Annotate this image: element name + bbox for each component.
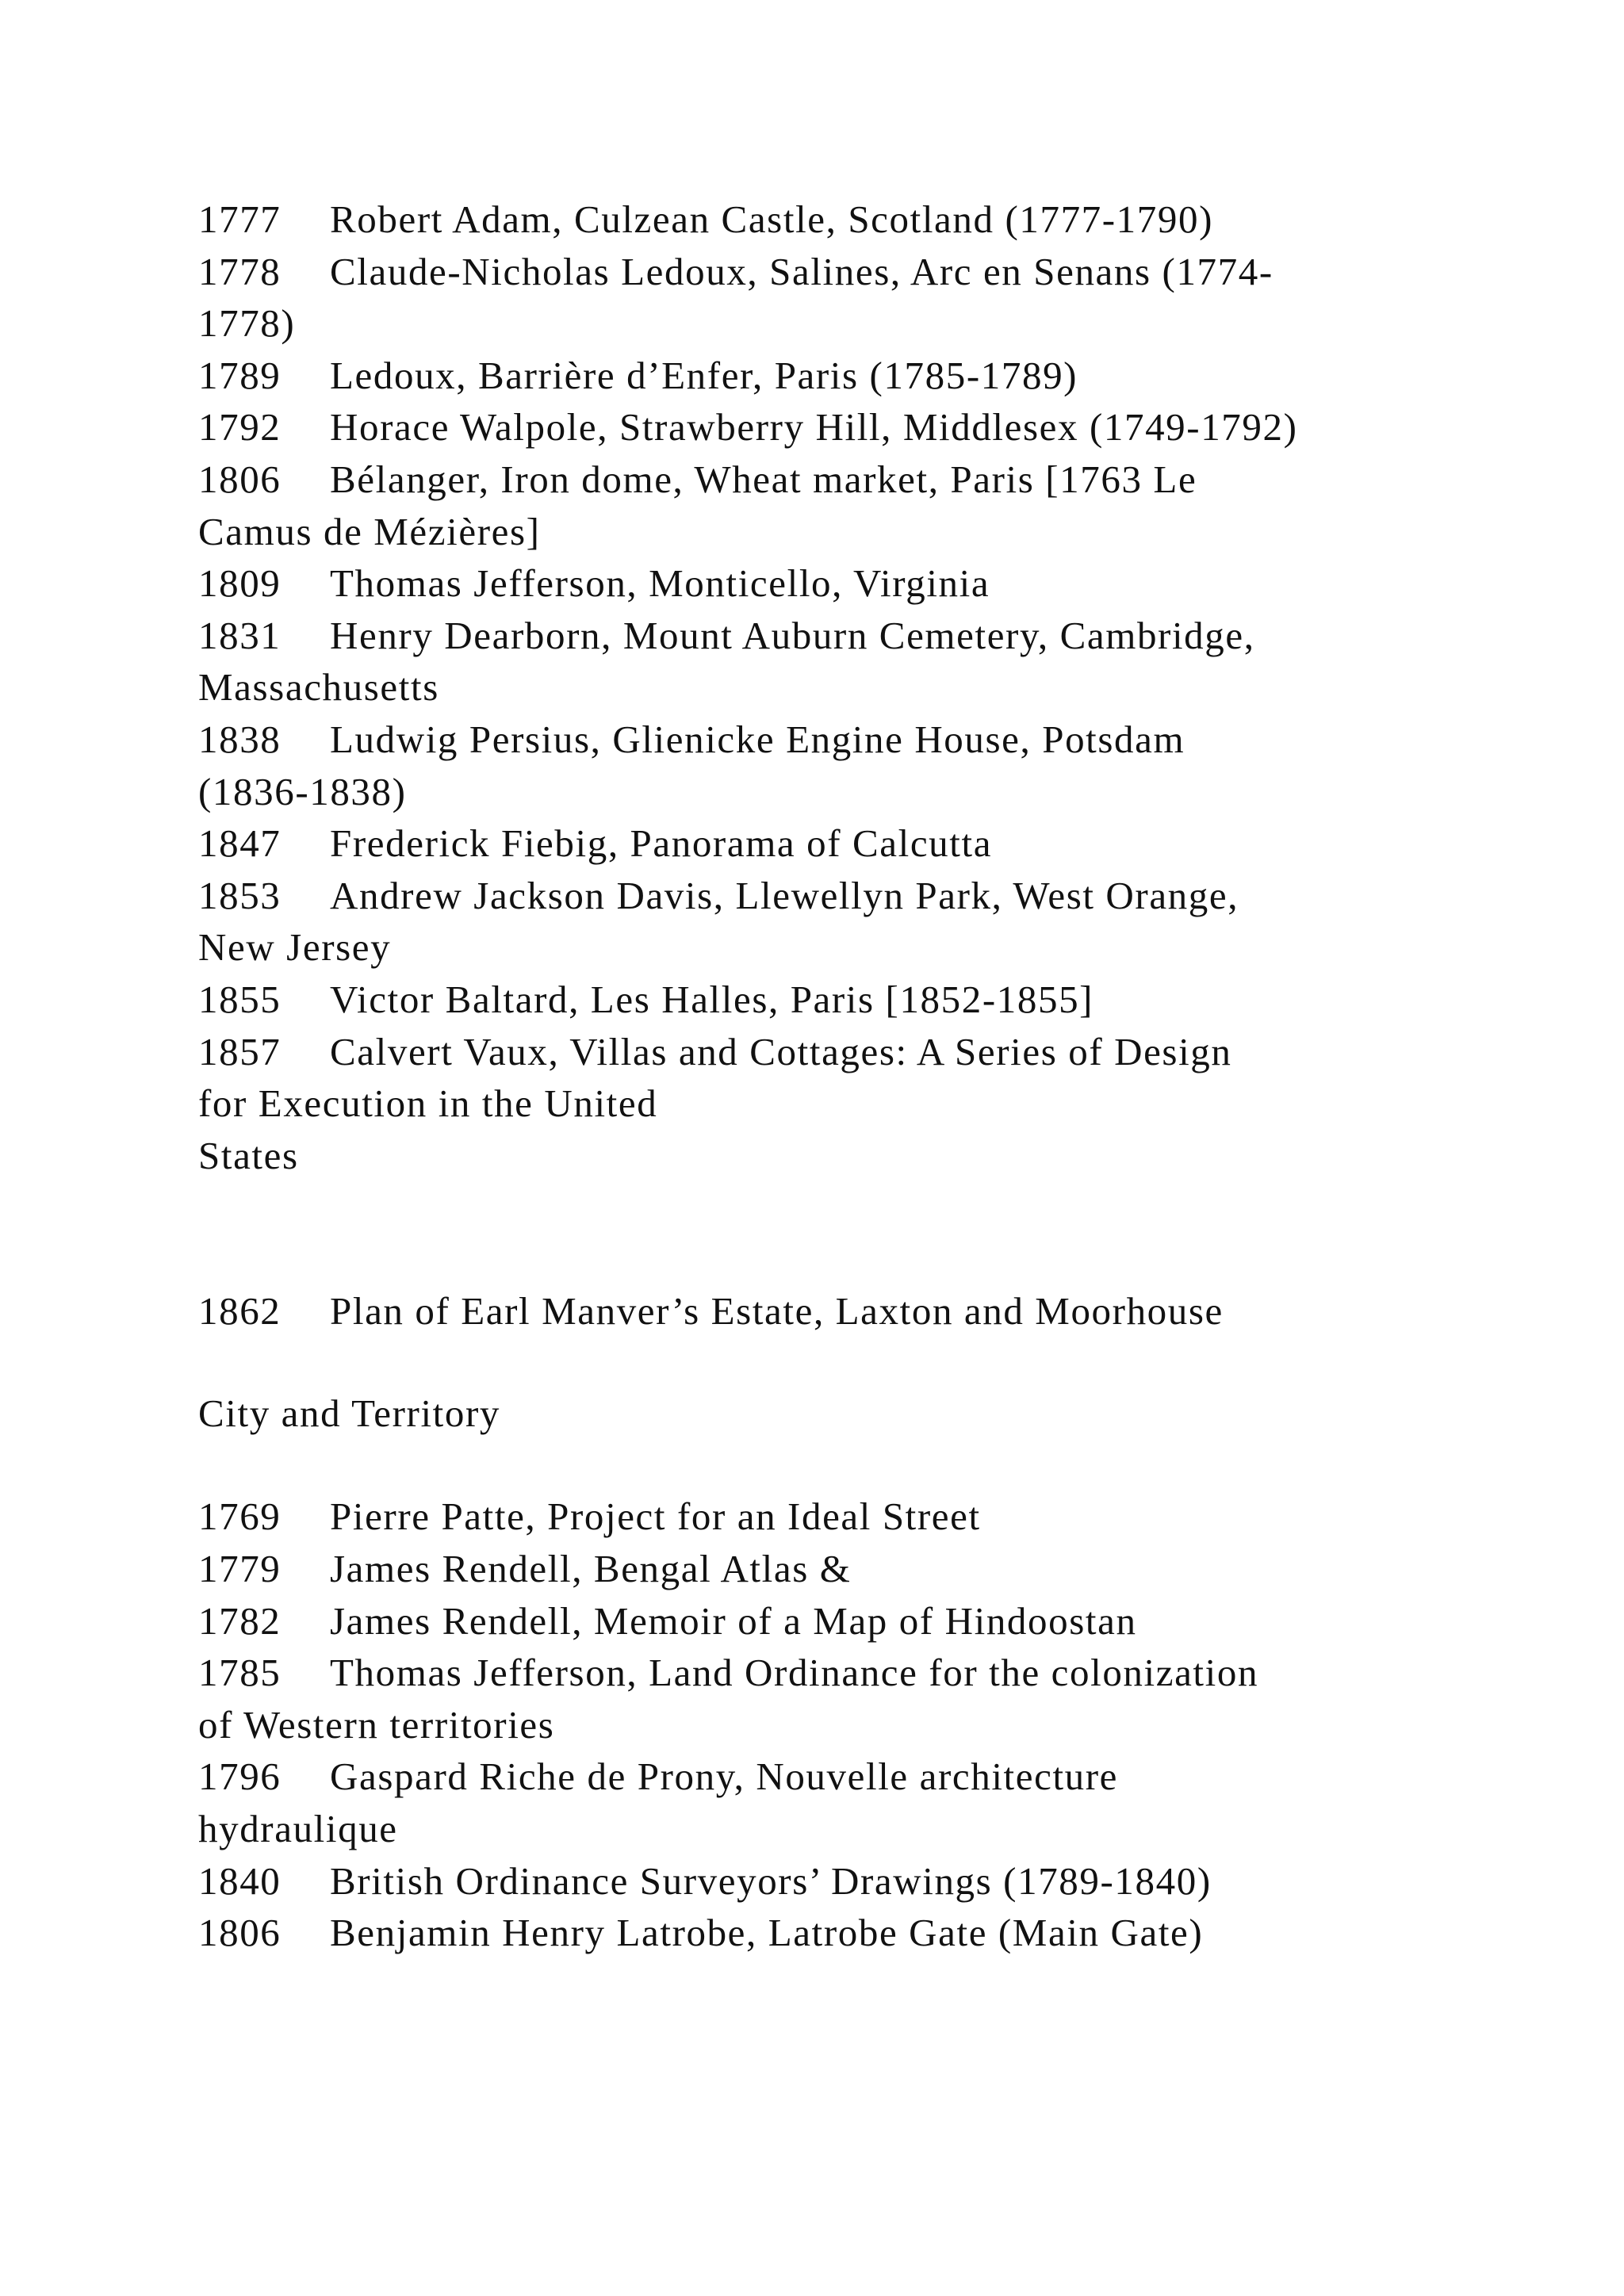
- entry-text: Thomas Jefferson, Land Ordinance for the colonization: [330, 1651, 1259, 1695]
- entry-text: hydraulique: [198, 1807, 398, 1851]
- timeline-entry: [198, 246, 1451, 298]
- timeline-entry: [198, 557, 1451, 610]
- entry-text: Claude-Nicholas Ledoux, Salines, Arc en Senans (1774-: [330, 249, 1274, 293]
- timeline-entry: [198, 1751, 1451, 1803]
- entry-text: British Ordinance Surveyors’ Drawings (1789-1840): [330, 1858, 1212, 1903]
- entry-text: Henry Dearborn, Mount Auburn Cemetery, Cambridge,: [330, 613, 1255, 657]
- entry-year: 1831: [198, 613, 282, 657]
- entry-year: 1792: [198, 405, 282, 450]
- timeline-entry-continuation: [198, 1803, 1451, 1855]
- document-page: [198, 193, 1451, 1959]
- entry-year: 1806: [198, 457, 282, 501]
- entry-year: 1857: [198, 1029, 282, 1073]
- entry-text: Horace Walpole, Strawberry Hill, Middlesex (1749-1792): [330, 405, 1298, 450]
- timeline-section-1: [198, 193, 1451, 1181]
- entry-year: 1782: [198, 1598, 282, 1643]
- entry-text: Victor Baltard, Les Halles, Paris [1852-1855]: [330, 977, 1094, 1021]
- entry-text: Andrew Jackson Davis, Llewellyn Park, West Orange,: [330, 873, 1239, 917]
- entry-text: Thomas Jefferson, Monticello, Virginia: [330, 561, 990, 606]
- timeline-entry: [198, 974, 1451, 1026]
- timeline-entry: [198, 1595, 1451, 1647]
- timeline-entry: [198, 714, 1451, 766]
- timeline-entry: [198, 1907, 1451, 1959]
- entry-year: 1862: [198, 1289, 282, 1334]
- timeline-entry-continuation: [198, 921, 1451, 974]
- entry-year: 1785: [198, 1651, 282, 1695]
- timeline-entry-1862: [198, 1285, 1451, 1337]
- entry-year: 1779: [198, 1547, 282, 1591]
- timeline-entry: [198, 1855, 1451, 1908]
- timeline-entry-continuation: [198, 297, 1451, 350]
- entry-text: Robert Adam, Culzean Castle, Scotland (1777-1790): [330, 197, 1214, 241]
- entry-text: Calvert Vaux, Villas and Cottages: A Series of Design: [330, 1029, 1232, 1073]
- entry-text: Ludwig Persius, Glienicke Engine House, Potsdam: [330, 717, 1185, 761]
- timeline-entry-continuation: [198, 1077, 1451, 1130]
- timeline-entry: [198, 453, 1451, 506]
- entry-year: 1778: [198, 249, 282, 293]
- entry-text: States: [198, 1133, 299, 1177]
- entry-year: 1769: [198, 1494, 282, 1539]
- entry-year: 1838: [198, 717, 282, 761]
- timeline-entry-continuation: [198, 1130, 1451, 1182]
- timeline-entry-continuation: [198, 506, 1451, 558]
- entry-year: 1789: [198, 353, 282, 397]
- timeline-entry: [198, 1026, 1451, 1078]
- entry-year: 1809: [198, 561, 282, 606]
- timeline-entry: [198, 1490, 1451, 1543]
- timeline-entry: [198, 870, 1451, 922]
- entry-text: James Rendell, Memoir of a Map of Hindoostan: [330, 1598, 1137, 1643]
- entry-year: 1777: [198, 197, 282, 241]
- timeline-entry: [198, 350, 1451, 402]
- timeline-entry-continuation: [198, 1699, 1451, 1751]
- entry-text: Ledoux, Barrière d’Enfer, Paris (1785-1789): [330, 353, 1078, 397]
- entry-text: Benjamin Henry Latrobe, Latrobe Gate (Main Gate): [330, 1911, 1204, 1955]
- timeline-section-2: [198, 1490, 1451, 1958]
- entry-year: 1796: [198, 1755, 282, 1799]
- entry-text: Pierre Patte, Project for an Ideal Street: [330, 1494, 981, 1539]
- entry-text: Plan of Earl Manver’s Estate, Laxton and Moorhouse: [330, 1289, 1224, 1334]
- timeline-entry: [198, 401, 1451, 453]
- entry-text: Camus de Mézières]: [198, 509, 541, 553]
- entry-text: Massachusetts: [198, 665, 439, 710]
- entry-text: New Jersey: [198, 925, 392, 970]
- timeline-entry: [198, 817, 1451, 870]
- entry-year: 1806: [198, 1911, 282, 1955]
- entry-text: Frederick Fiebig, Panorama of Calcutta: [330, 821, 993, 866]
- entry-text: of Western territories: [198, 1702, 555, 1747]
- entry-text: for Execution in the United: [198, 1081, 658, 1126]
- timeline-entry-continuation: [198, 661, 1451, 714]
- section-heading: City and Territory: [198, 1391, 501, 1435]
- timeline-entry: [198, 610, 1451, 662]
- timeline-entry: [198, 193, 1451, 246]
- entry-text: Bélanger, Iron dome, Wheat market, Paris [1763 Le: [330, 457, 1197, 501]
- entry-year: 1840: [198, 1858, 282, 1903]
- entry-text: (1836-1838): [198, 769, 407, 813]
- entry-year: 1847: [198, 821, 282, 866]
- entry-text: James Rendell, Bengal Atlas &: [330, 1547, 852, 1591]
- entry-text: 1778): [198, 301, 296, 346]
- entry-text: Gaspard Riche de Prony, Nouvelle architecture: [330, 1755, 1119, 1799]
- entry-year: 1853: [198, 873, 282, 917]
- timeline-entry-continuation: [198, 766, 1451, 818]
- timeline-entry: [198, 1543, 1451, 1595]
- timeline-entry: [198, 1647, 1451, 1699]
- entry-year: 1855: [198, 977, 282, 1021]
